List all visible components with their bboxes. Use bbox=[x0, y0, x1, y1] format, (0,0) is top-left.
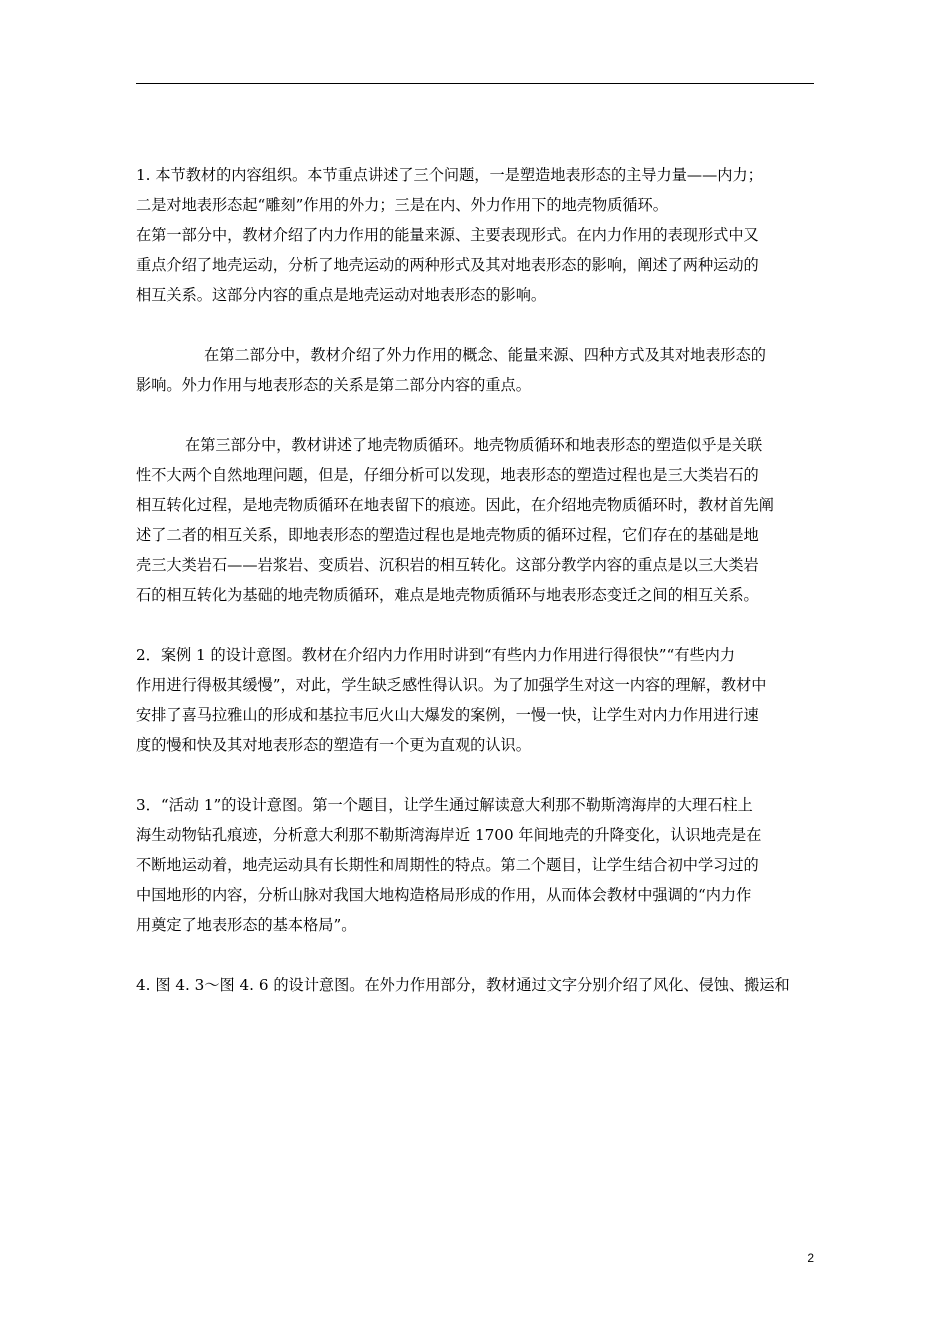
text-line: 用奠定了地表形态的基本格局”。 bbox=[136, 916, 357, 934]
paragraph-figures bbox=[136, 970, 816, 1000]
paragraph-part-two bbox=[136, 340, 816, 400]
text-line: 2．案例 1 的设计意图。教材在介绍内力作用时讲到“有些内力作用进行得很快”“有些内力 bbox=[136, 646, 736, 664]
paragraph-part-three bbox=[136, 430, 816, 610]
text-line: 在第三部分中，教材讲述了地壳物质循环。地壳物质循环和地表形态的塑造似乎是关联 bbox=[185, 436, 763, 454]
text-line: 石的相互转化为基础的地壳物质循环，难点是地壳物质循环与地表形态变迁之间的相互关系。 bbox=[136, 586, 759, 604]
text-line: 相互转化过程，是地壳物质循环在地表留下的痕迹。因此，在介绍地壳物质循环时，教材首先阐 bbox=[136, 496, 774, 514]
text-line: 3．“活动 1”的设计意图。第一个题目，让学生通过解读意大利那不勒斯湾海岸的大理石柱上 bbox=[136, 796, 753, 814]
text-line: 影响。外力作用与地表形态的关系是第二部分内容的重点。 bbox=[136, 376, 531, 394]
paragraph-case-one bbox=[136, 640, 816, 760]
text-line: 不断地运动着，地壳运动具有长期性和周期性的特点。第二个题目，让学生结合初中学习过的 bbox=[136, 856, 759, 874]
text-line: 在第一部分中，教材介绍了内力作用的能量来源、主要表现形式。在内力作用的表现形式中又 bbox=[136, 226, 759, 244]
header-rule bbox=[136, 83, 814, 84]
text-line: 中国地形的内容，分析山脉对我国大地构造格局形成的作用，从而体会教材中强调的“内力作 bbox=[136, 886, 752, 904]
paragraph-content-organization bbox=[136, 160, 816, 220]
text-line: 二是对地表形态起“雕刻”作用的外力；三是在内、外力作用下的地壳物质循环。 bbox=[136, 196, 668, 214]
text-line: 壳三大类岩石——岩浆岩、变质岩、沉积岩的相互转化。这部分教学内容的重点是以三大类岩 bbox=[136, 556, 759, 574]
text-line: 在第二部分中，教材介绍了外力作用的概念、能量来源、四种方式及其对地表形态的 bbox=[204, 346, 766, 364]
text-line: 重点介绍了地壳运动，分析了地壳运动的两种形式及其对地表形态的影响，阐述了两种运动的 bbox=[136, 256, 759, 274]
text-line: 4. 图 4. 3～图 4. 6 的设计意图。在外力作用部分，教材通过文字分别介绍了风化、侵蚀、搬运和 bbox=[136, 976, 790, 994]
paragraph-part-one bbox=[136, 220, 816, 310]
text-line: 相互关系。这部分内容的重点是地壳运动对地表形态的影响。 bbox=[136, 286, 547, 304]
text-line: 性不大两个自然地理问题，但是，仔细分析可以发现，地表形态的塑造过程也是三大类岩石的 bbox=[136, 466, 759, 484]
page-number: 2 bbox=[807, 1251, 814, 1265]
text-line: 作用进行得极其缓慢”，对此，学生缺乏感性得认识。为了加强学生对这一内容的理解，教材中 bbox=[136, 676, 767, 694]
text-line: 1. 本节教材的内容组织。本节重点讲述了三个问题，一是塑造地表形态的主导力量——内力； bbox=[136, 166, 763, 184]
text-line: 安排了喜马拉雅山的形成和基拉韦厄火山大爆发的案例，一慢一快，让学生对内力作用进行速 bbox=[136, 706, 759, 724]
text-line: 海生动物钻孔痕迹，分析意大利那不勒斯湾海岸近 1700 年间地壳的升降变化，认识地壳是在 bbox=[136, 826, 762, 844]
text-line: 度的慢和快及其对地表形态的塑造有一个更为直观的认识。 bbox=[136, 736, 531, 754]
text-line: 述了二者的相互关系，即地表形态的塑造过程也是地壳物质的循环过程，它们存在的基础是地 bbox=[136, 526, 759, 544]
paragraph-activity-one bbox=[136, 790, 816, 940]
document-body bbox=[136, 160, 816, 1000]
